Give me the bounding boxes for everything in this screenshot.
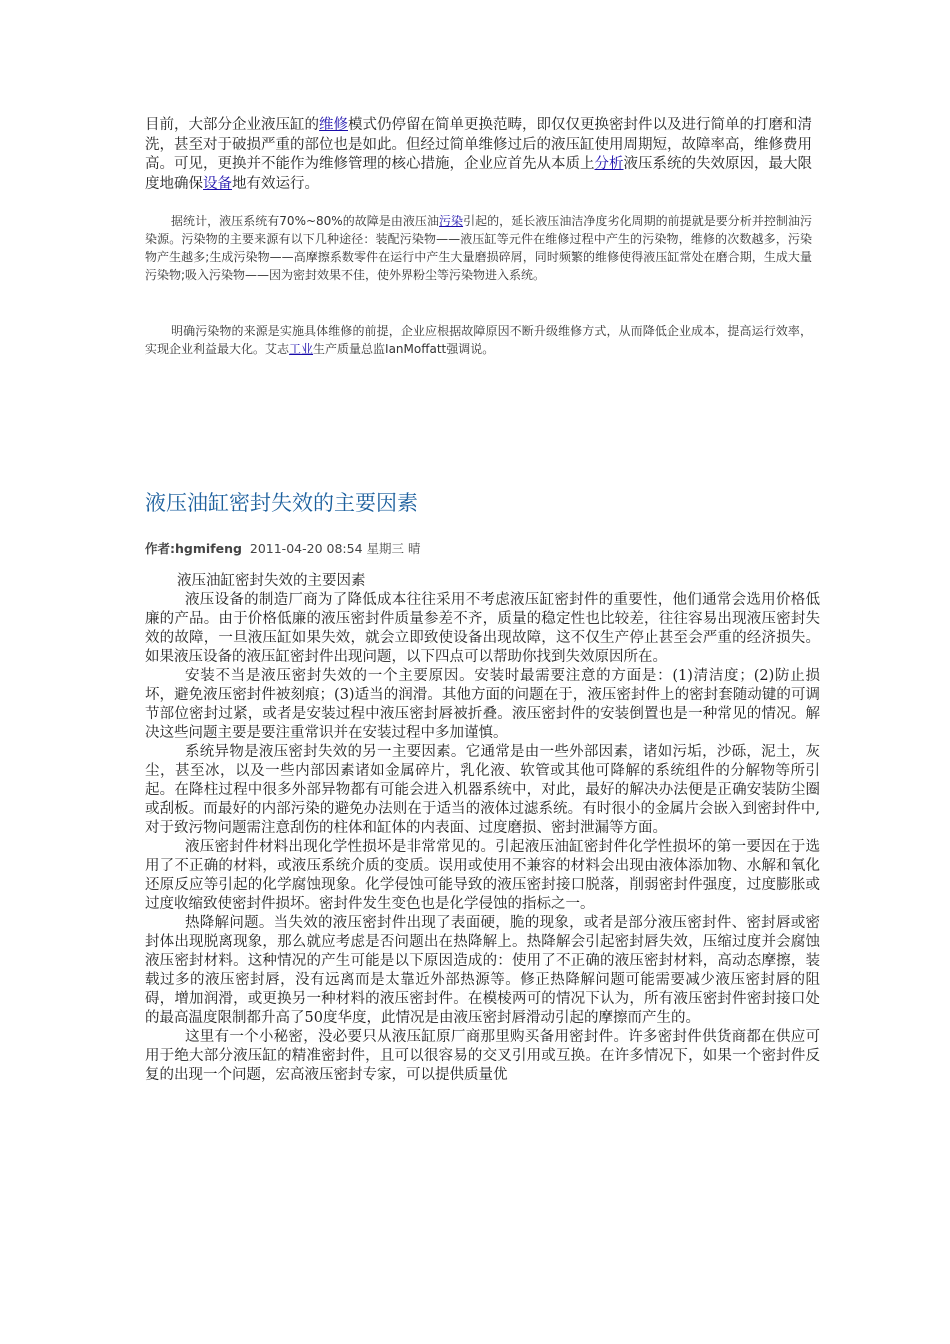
intro-text: 液压系统的失效原因，最大限度地确保 (145, 156, 812, 192)
body-paragraph: 液压密封件材料出现化学性损坏是非常常见的。引起液压油缸密封件化学性损坏的第一要因在于选用了不正确的材料，或液压系统介质的变质。误用或使用不兼容的材料会出现由液体添加物、水解和氧化还原反应等引起的化学腐蚀现象。化学侵蚀可能导致的液压密封接口脱落，削弱密封件强度，过度膨胀或过度收缩致使密封件损坏。密封件发生变色也是化学侵蚀的指标之一。 (145, 839, 820, 912)
intro-paragraph-2 (145, 212, 812, 284)
intro-paragraph-3 (145, 322, 812, 358)
link-wuran[interactable]: 污染 (439, 214, 464, 228)
body-paragraph: 热降解问题。当失效的液压密封件出现了表面硬，脆的现象，或者是部分液压密封件、密封唇或密封体出现脱离现象，那么就应考虑是否问题出在热降解上。热降解会引起密封唇失效，压缩过度并会腐蚀液压密封材料。这种情况的产生可能是以下原因造成的：使用了不正确的液压密封材料，高动态摩擦，装载过多的液压密封唇，没有远离而是太靠近外部热源等。修正热降解问题可能需要减少液压密封唇的阻碍，增加润滑，或更换另一种材料的液压密封件。在模棱两可的情况下认为，所有液压密封件密封接口处的最高温度限制都升高了50度华度，此情况是由液压密封唇滑动引起的摩擦而产生的。 (145, 915, 820, 1026)
article-meta (145, 539, 420, 557)
article-body (145, 572, 820, 1085)
body-paragraph: 液压设备的制造厂商为了降低成本往往采用不考虑液压缸密封件的重要性，他们通常会选用价格低廉的产品。由于价格低廉的液压密封件质量参差不齐，质量的稳定性也比较差，往往容易出现液压密封失效的故障，一旦液压缸如果失效，就会立即致使设备出现故障，这不仅生产停止甚至会严重的经济损失。如果液压设备的液压缸密封件出现问题，以下四点可以帮助你找到失效原因所在。 (145, 592, 820, 665)
link-shebei[interactable]: 设备 (203, 175, 232, 192)
body-paragraph: 安装不当是液压密封失效的一个主要原因。安装时最需要注意的方面是：(1)清洁度；(2)防止损坏，避免液压密封件被刻痕；(3)适当的润滑。其他方面的问题在于，液压密封件上的密封套随动键的可调节部位密封过紧，或者是安装过程中液压密封唇被折叠。液压密封件的安装倒置也是一种常见的情况。解决这些问题主要是要注重常识并在安装过程中多加谨慎。 (145, 668, 820, 741)
article-subtitle: 液压油缸密封失效的主要因素 (177, 573, 366, 589)
weekday-weather: 星期三 晴 (366, 541, 421, 556)
intro-text: 据统计，液压系统有70%~80%的故障是由液压油 (171, 214, 439, 228)
author: 作者:hgmifeng (145, 541, 242, 556)
link-gongye[interactable]: 工业 (289, 342, 314, 356)
intro-text: 模式仍停留在简单更换范畴，即仅仅更换密封件以及进行简单的打磨和清洗，甚至对于破损严重的部位也是如此。但经过简单维修过后的液压缸使用周期短，故障率高，维修费用高。可见，更换并不能作为维修管理的核心措施，企业应首先从本质上 (145, 117, 812, 172)
intro-text: 目前，大部分企业液压缸的 (145, 117, 319, 133)
body-paragraph: 这里有一个小秘密，没必要只从液压缸原厂商那里购买备用密封件。许多密封件供货商都在供应可用于绝大部分液压缸的精准密封件，且可以很容易的交叉引用或互换。在许多情况下，如果一个密封件反复的出现一个问题，宏高液压密封专家，可以提供质量优 (145, 1029, 820, 1083)
intro-text: 引起的，延长液压油洁净度劣化周期的前提就是要分析并控制油污染源。污染物的主要来源有以下几种途径：装配污染物——液压缸等元件在维修过程中产生的污染物，维修的次数越多，污染物产生越多;生成污染物——高摩擦系数零件在运行中产生大量磨损碎屑，同时频繁的维修使得液压缸常处在磨合期，生成大量污染物;吸入污染物——因为密封效果不佳，使外界粉尘等污染物进入系统。 (145, 214, 812, 282)
intro-paragraph-1 (145, 116, 812, 194)
body-paragraph: 系统异物是液压密封失效的另一主要因素。它通常是由一些外部因素，诸如污垢，沙砾，泥土，灰尘，甚至冰，以及一些内部因素诸如金属碎片，乳化液、软管或其他可降解的系统组件的分解物等所引起。在降柱过程中很多外部异物都有可能会进入机器系统中，对此，最好的解决办法便是正确安装防尘圈或刮板。而最好的内部污染的避免办法则在于适当的液体过滤系统。有时很小的金属片会嵌入到密封件中,对于致污物问题需注意刮伤的柱体和缸体的内表面、过度磨损、密封泄漏等方面。 (145, 744, 820, 836)
link-weixiu[interactable]: 维修 (319, 117, 348, 133)
link-fenxi[interactable]: 分析 (594, 156, 624, 172)
article-title: 液压油缸密封失效的主要因素 (145, 491, 418, 515)
intro-text: 地有效运行。 (232, 175, 319, 192)
intro-text: 生产质量总监IanMoffatt强调说。 (313, 342, 495, 356)
intro-text: 明确污染物的来源是实施具体维修的前提，企业应根据故障原因不断升级维修方式，从而降低企业成本，提高运行效率，实现企业利益最大化。艾志 (145, 324, 812, 356)
post-date: 2011-04-20 08:54 (249, 541, 363, 556)
